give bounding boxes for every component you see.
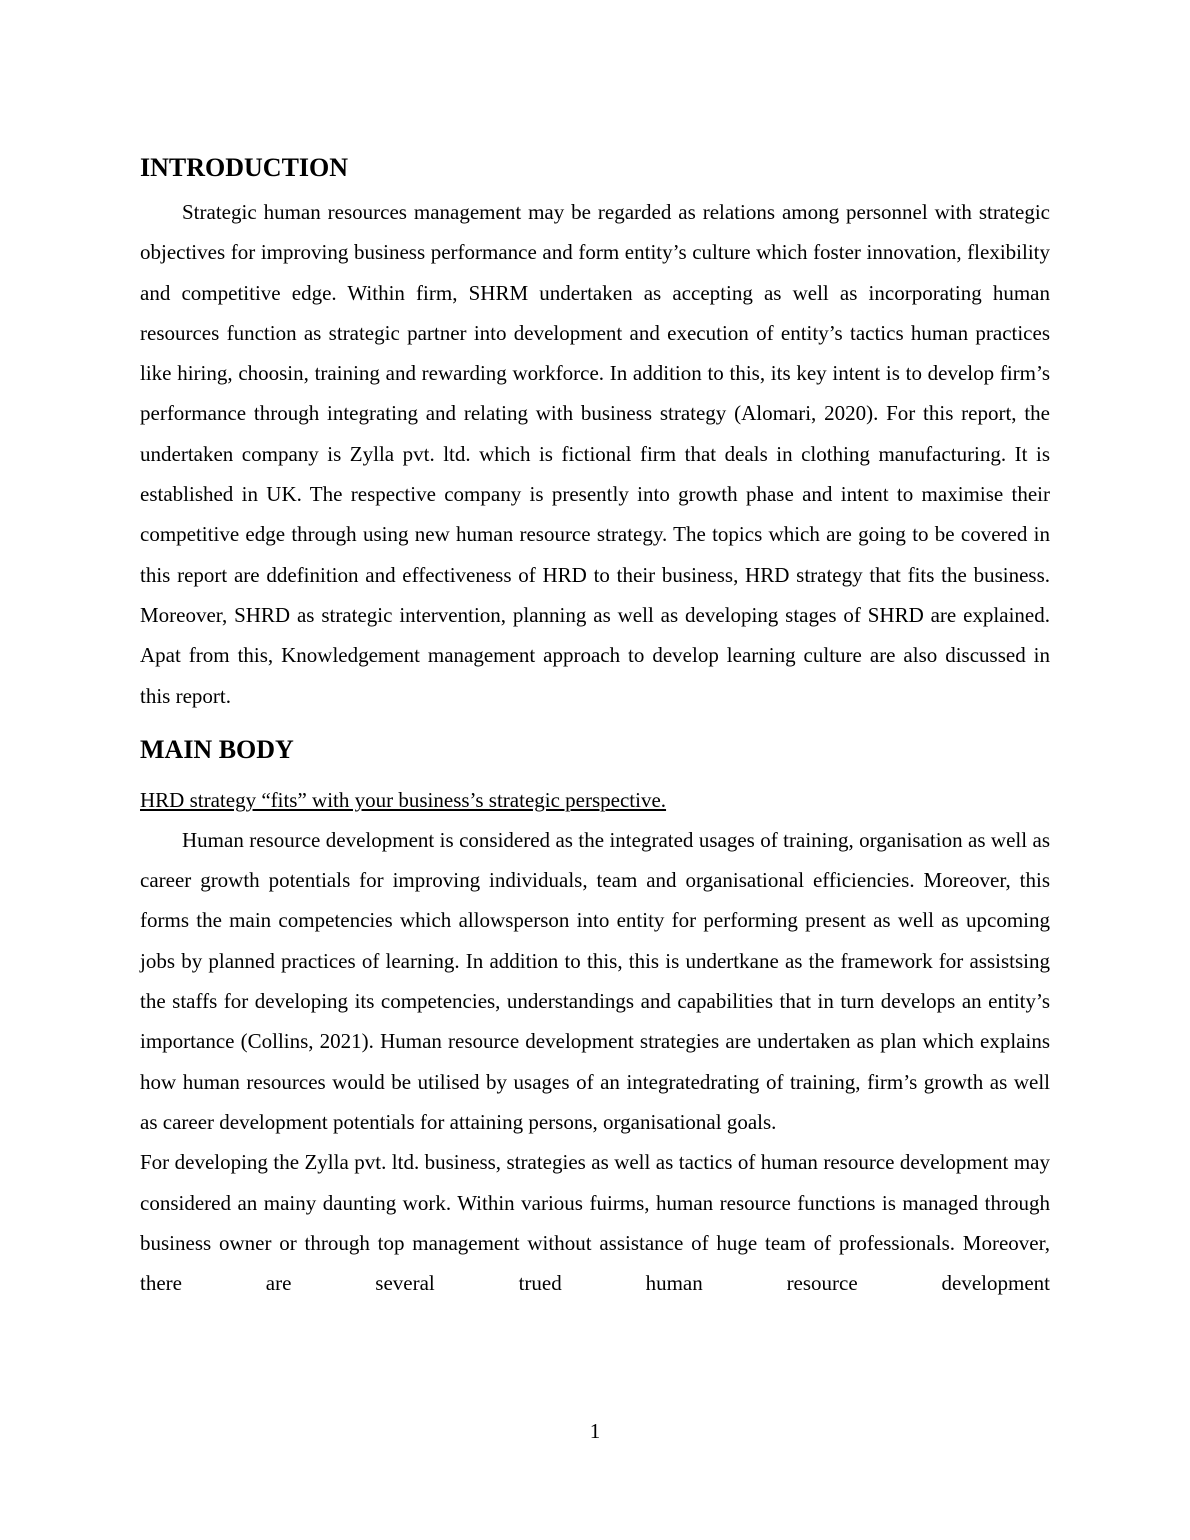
page-number: 1 xyxy=(589,1419,601,1443)
main-body-paragraph-2: For developing the Zylla pvt. ltd. business, strategies as well as tactics of human resource development may considered an mainy daunting work. Within various fuirms, human resource functions is managed through business owner or through top management without assistance of huge team of professionals. Moreover, there are several trued human resource development xyxy=(140,1150,1050,1296)
introduction-heading: INTRODUCTION xyxy=(140,153,349,182)
main-body-paragraph-1: Human resource development is considered as the integrated usages of training, organisation as well as career growth potentials for improving individuals, team and organisational efficiencies. Moreover, this forms the main competencies which allowsperson into entity for performing present as well as upcoming jobs by planned practices of learning. In addition to this, this is undertkane as the framework for assistsing the staffs for developing its competencies, understandings and capabilities that in turn develops an entity’s importance (Collins, 2021). Human resource development strategies are undertaken as plan which explains how human resources would be utilised by usages of an integratedrating of training, firm’s growth as well as career development potentials for attaining persons, organisational goals. xyxy=(140,827,1050,1134)
hrd-strategy-subheading: HRD strategy “fits” with your business’s strategic perspective. xyxy=(140,787,667,812)
main-body-heading: MAIN BODY xyxy=(140,734,294,764)
introduction-paragraph: Strategic human resources management may be regarded as relations among personnel with strategic objectives for improving business performance and form entity’s culture which foster innovation, flexibility and competitive edge. Within firm, SHRM undertaken as accepting as well as incorporating human resources function as strategic partner into development and execution of entity’s tactics human practices like hiring, choosin, training and rewarding workforce. In addition to this, its key intent is to develop firm’s performance through integrating and relating with business strategy (Alomari, 2020). For this report, the undertaken company is Zylla pvt. ltd. which is fictional firm that deals in clothing manufacturing. It is established in UK. The respective company is presently into growth phase and intent to maximise their competitive edge through using new human resource strategy. The topics which are going to be covered in this report are ddefinition and effectiveness of HRD to their business, HRD strategy that fits the business. Moreover, SHRD as strategic intervention, planning as well as developing stages of SHRD are explained. Apat from this, Knowledgement management approach to develop learning culture are also discussed in this report. xyxy=(140,200,1050,708)
document-page xyxy=(140,148,1050,1303)
